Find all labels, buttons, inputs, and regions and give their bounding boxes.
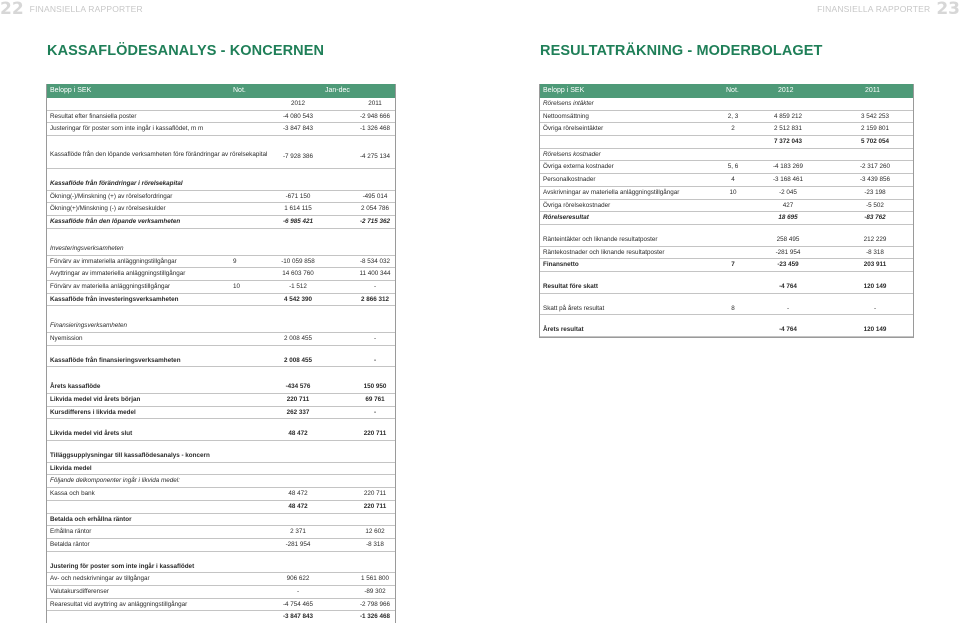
table-row <box>47 394 395 407</box>
value-2012: 2 008 455 <box>283 356 312 364</box>
row-note: 2 <box>731 125 735 133</box>
table-row <box>540 98 913 111</box>
table-row <box>47 346 395 355</box>
table-row <box>47 111 395 124</box>
value-2011: 120 149 <box>863 326 887 334</box>
value-2011: -83 762 <box>864 214 886 222</box>
header-year-2: 2011 <box>865 87 881 94</box>
table-row <box>540 212 913 225</box>
row-label: Kassaflöde från förändringar i rörelsekapital <box>50 180 183 188</box>
row-label: Övriga rörelseintäkter <box>543 125 604 133</box>
value-2011: 2 159 801 <box>860 125 889 133</box>
value-2012: 427 <box>782 201 794 209</box>
table-row <box>47 526 395 539</box>
value-2012: - <box>786 304 790 312</box>
row-label: Justering för poster som inte ingår i kassaflödet <box>50 562 195 570</box>
header-period: Jan-dec <box>325 87 350 94</box>
row-label: Övriga rörelsekostnader <box>543 201 611 209</box>
row-label: Av- och nedskrivningar av tillgångar <box>50 575 150 583</box>
row-label: Betalda räntor <box>50 540 90 548</box>
table-body <box>540 98 913 337</box>
table-row <box>540 281 913 294</box>
value-2012: -3 168 461 <box>772 176 804 184</box>
income-statement-table <box>539 84 914 338</box>
table-row <box>47 463 395 476</box>
row-label: Ökning(-)/Minskning (+) av rörelsefordringar <box>50 192 173 200</box>
table-row <box>47 367 395 381</box>
value-2012: -3 847 843 <box>282 613 314 621</box>
row-note: 10 <box>233 282 241 290</box>
table-row <box>540 247 913 260</box>
row-label: Kassaflöde från investeringsverksamheten <box>50 295 179 303</box>
row-label: Rörelseresultat <box>543 214 589 222</box>
table-row <box>47 281 395 294</box>
value-2012: 2 008 455 <box>283 334 312 342</box>
row-label: Avskrivningar av materiella anläggningstillgångar <box>543 188 680 196</box>
value-2011: -2 798 966 <box>359 600 391 608</box>
value-2012: -6 985 421 <box>282 218 314 226</box>
table-row <box>47 203 395 216</box>
value-2011: 2 054 786 <box>360 205 389 213</box>
section-title-cashflow: KASSAFLÖDESANALYS - KONCERNEN <box>47 43 325 59</box>
table-row <box>540 149 913 162</box>
value-2012: -281 954 <box>775 248 801 256</box>
row-label: Finansnetto <box>543 261 579 269</box>
table-row <box>47 611 395 623</box>
table-header <box>47 84 395 98</box>
row-label: Personalkostnader <box>543 176 596 184</box>
value-2012: 4 542 390 <box>283 295 312 303</box>
table-row <box>540 315 913 324</box>
value-2011: 220 711 <box>363 430 387 438</box>
value-2011: - <box>873 304 877 312</box>
row-note: 5, 6 <box>727 163 739 171</box>
table-row <box>540 187 913 200</box>
value-2011: 11 400 344 <box>359 270 391 278</box>
table-row <box>540 294 913 303</box>
value-2012: -10 059 858 <box>281 257 315 265</box>
table-row <box>47 552 395 561</box>
table-row <box>47 599 395 612</box>
header-belopp: Belopp i SEK <box>543 87 585 94</box>
table-row <box>47 268 395 281</box>
row-label: Kassaflöde från den löpande verksamheten före förändringar av rörelsekapital <box>50 151 268 159</box>
table-row <box>47 136 395 145</box>
row-label: Justeringar för poster som inte ingår i kassaflödet, m m <box>50 125 204 133</box>
table-row <box>540 225 913 234</box>
value-2011: 212 229 <box>863 235 887 243</box>
value-2012: 2 512 831 <box>773 125 802 133</box>
table-row <box>47 514 395 527</box>
row-note: 9 <box>233 257 237 265</box>
running-title: FINANSIELLA RAPPORTER <box>29 4 143 14</box>
table-row <box>47 169 395 178</box>
value-2012: 1 614 115 <box>284 205 312 213</box>
value-2012: -23 459 <box>777 261 799 269</box>
row-label: Rearesultat vid avyttring av anläggningstillgångar <box>50 600 188 608</box>
row-label: Rörelsens kostnader <box>543 150 601 158</box>
row-label: Tilläggsupplysningar till kassaflödesanalys - koncern <box>50 452 210 460</box>
table-row <box>47 229 395 243</box>
row-label: Resultat före skatt <box>543 282 598 290</box>
table-row <box>47 381 395 394</box>
table-row <box>47 216 395 229</box>
table-row <box>47 501 395 514</box>
table-row <box>540 303 913 316</box>
row-label: Ökning(+)/Minskning (-) av rörelseskulder <box>50 205 166 213</box>
row-label: Investeringsverksamheten <box>50 244 124 252</box>
table-row <box>47 256 395 269</box>
row-label: Kassaflöde från den löpande verksamheten <box>50 218 181 226</box>
value-2011: -1 326 468 <box>359 125 391 133</box>
table-row <box>47 123 395 136</box>
table-row <box>540 111 913 124</box>
table-row <box>540 272 913 281</box>
page-number: 22 <box>0 0 24 19</box>
row-label: Betalda och erhållna räntor <box>50 515 132 523</box>
value-2012: - <box>296 587 300 595</box>
year-2012: 2012 <box>290 100 305 107</box>
value-2011: 203 911 <box>863 261 887 269</box>
value-2011: -8 534 032 <box>359 257 391 265</box>
page-header-right <box>817 0 960 18</box>
value-2011: -1 326 468 <box>359 613 391 621</box>
table-row <box>47 145 395 169</box>
value-2011: 220 711 <box>363 490 387 498</box>
value-2011: 5 702 054 <box>860 138 889 146</box>
value-2012: 7 372 043 <box>773 138 802 146</box>
row-note: 10 <box>729 188 737 196</box>
value-2011: 220 711 <box>363 502 387 510</box>
row-label: Kassaflöde från finansieringsverksamheten <box>50 356 181 364</box>
row-label: Kassa och bank <box>50 490 95 498</box>
table-row <box>47 450 395 463</box>
value-2012: 258 495 <box>776 235 800 243</box>
row-note: 2, 3 <box>727 112 739 120</box>
table-row <box>47 561 395 574</box>
value-2011: -8 318 <box>366 540 384 548</box>
value-2012: -4 764 <box>779 326 797 334</box>
value-2011: 69 761 <box>365 396 385 403</box>
table-row <box>540 136 913 149</box>
table-row <box>540 200 913 213</box>
value-2012: 18 695 <box>778 214 798 222</box>
value-2011: -8 318 <box>866 248 884 256</box>
row-label: Kursdifferens i likvida medel <box>50 408 136 416</box>
table-row <box>47 191 395 204</box>
table-row <box>47 419 395 428</box>
table-row <box>47 320 395 333</box>
table-row <box>47 407 395 420</box>
table-row <box>47 441 395 450</box>
value-2011: - <box>373 334 377 342</box>
header-not: Not. <box>233 87 246 94</box>
table-row <box>47 98 395 111</box>
cashflow-table <box>46 84 396 623</box>
row-label: Finansieringsverksamheten <box>50 322 127 330</box>
value-2011: - <box>373 282 377 290</box>
value-2012: 48 472 <box>288 430 308 438</box>
value-2012: 906 622 <box>286 575 310 583</box>
value-2011: - <box>373 356 377 364</box>
row-label: Likvida medel vid årets början <box>50 396 141 403</box>
row-label: Likvida medel vid årets slut <box>50 430 133 438</box>
header-year-1: 2012 <box>778 87 794 94</box>
value-2012: 48 472 <box>288 502 308 510</box>
value-2011: -495 014 <box>362 192 388 200</box>
value-2011: -5 502 <box>866 201 884 209</box>
running-title: FINANSIELLA RAPPORTER <box>817 4 931 14</box>
row-label: Förvärv av immateriella anläggningstillgångar <box>50 257 177 265</box>
value-2012: 4 859 212 <box>773 112 802 120</box>
header-not: Not. <box>726 87 739 94</box>
row-label: Räntekostnader och liknande resultatposter <box>543 248 665 256</box>
value-2012: -1 512 <box>289 282 307 290</box>
value-2012: -671 150 <box>285 192 311 200</box>
row-label: Skatt på årets resultat <box>543 304 605 312</box>
value-2012: -2 045 <box>779 188 797 196</box>
table-row <box>540 123 913 136</box>
row-label: Resultat efter finansiella poster <box>50 112 137 120</box>
row-label: Erhållna räntor <box>50 528 92 536</box>
value-2011: -89 302 <box>364 587 386 595</box>
table-row <box>47 355 395 368</box>
page-number: 23 <box>936 0 960 19</box>
value-2011: - <box>373 408 377 416</box>
table-row <box>47 294 395 307</box>
value-2012: -434 576 <box>285 383 311 391</box>
row-label: Årets resultat <box>543 326 584 334</box>
value-2011: -23 198 <box>864 188 886 196</box>
row-label: Valutakursdifferenser <box>50 587 109 595</box>
table-row <box>47 306 395 320</box>
value-2011: 120 149 <box>863 282 887 290</box>
row-label: Avyttringar av immateriella anläggningstillgångar <box>50 270 186 278</box>
value-2011: 150 950 <box>363 383 387 391</box>
value-2012: 220 711 <box>286 396 310 403</box>
value-2012: 48 472 <box>288 490 308 498</box>
value-2011: 3 542 253 <box>860 112 889 120</box>
table-row <box>47 178 395 191</box>
row-label: Ränteintäkter och liknande resultatposter <box>543 235 658 243</box>
row-label: Förvärv av materiella anläggningstillgångar <box>50 282 171 290</box>
table-row <box>47 573 395 586</box>
row-label: Övriga externa kostnader <box>543 163 614 171</box>
table-row <box>47 539 395 552</box>
row-note: 8 <box>731 304 735 312</box>
value-2011: -2 948 666 <box>359 112 391 120</box>
year-2011: 2011 <box>368 100 382 107</box>
row-note: 7 <box>731 261 735 269</box>
row-label: Likvida medel <box>50 464 92 472</box>
section-title-income-statement: RESULTATRÄKNING - MODERBOLAGET <box>540 43 823 59</box>
value-2012: 262 337 <box>286 408 310 416</box>
row-label: Rörelsens intäkter <box>543 100 594 107</box>
value-2012: -281 954 <box>285 540 311 548</box>
table-row <box>540 234 913 247</box>
value-2011: -3 439 856 <box>859 176 891 184</box>
value-2011: 1 561 800 <box>360 575 389 583</box>
table-row <box>47 428 395 441</box>
table-row <box>47 333 395 346</box>
row-note: 4 <box>731 176 735 184</box>
table-row <box>47 586 395 599</box>
value-2011: -2 317 260 <box>859 163 891 171</box>
header-belopp: Belopp i SEK <box>50 87 92 94</box>
table-row <box>540 324 913 337</box>
table-row <box>47 475 395 488</box>
table-header <box>540 84 913 98</box>
value-2012: -7 928 386 <box>282 153 314 161</box>
row-label: Nettoomsättning <box>543 112 589 120</box>
row-label: Nyemission <box>50 334 83 342</box>
table-row <box>47 488 395 501</box>
value-2012: -4 080 543 <box>282 112 314 120</box>
row-label: Årets kassaflöde <box>50 383 101 391</box>
table-row <box>540 259 913 272</box>
row-label: Följande delkomponenter ingår i likvida medel: <box>50 477 180 485</box>
table-row <box>47 243 395 256</box>
table-row <box>540 161 913 174</box>
value-2011: 2 866 312 <box>360 295 389 303</box>
value-2012: 2 371 <box>290 528 306 536</box>
value-2012: -4 754 465 <box>282 600 314 608</box>
value-2011: -4 275 134 <box>359 153 391 161</box>
value-2012: -3 847 843 <box>282 125 314 133</box>
value-2011: -2 715 362 <box>359 218 391 226</box>
value-2012: 14 603 760 <box>282 270 314 278</box>
value-2011: 12 602 <box>365 528 385 536</box>
value-2012: -4 183 269 <box>772 163 804 171</box>
page-header-left <box>0 0 143 18</box>
table-row <box>540 174 913 187</box>
value-2012: -4 764 <box>779 282 797 290</box>
table-body <box>47 98 395 623</box>
